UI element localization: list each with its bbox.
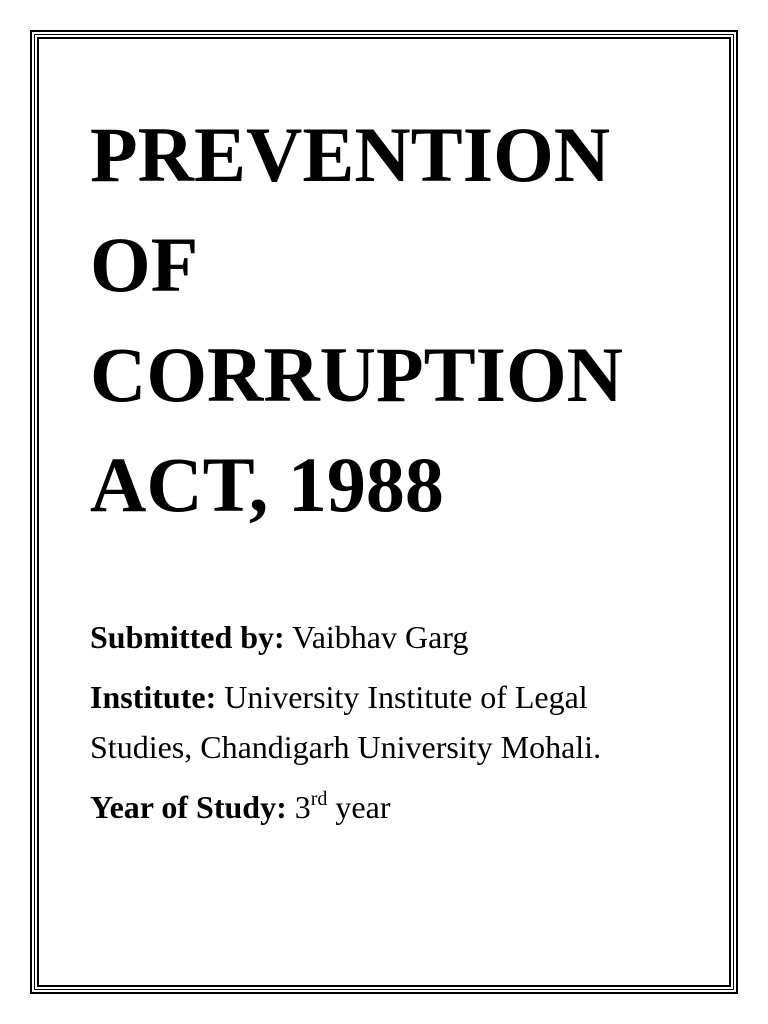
institute-line <box>90 672 690 772</box>
year-number: 3 <box>294 789 311 825</box>
title-line-1: PREVENTION <box>90 111 611 198</box>
submission-details <box>90 612 690 842</box>
year-of-study-label: Year of Study: <box>90 789 287 825</box>
document-title <box>90 100 623 540</box>
title-line-4: ACT, 1988 <box>90 441 444 528</box>
year-of-study-line <box>90 782 690 832</box>
submitted-by-label: Submitted by: <box>90 619 285 655</box>
submitted-by-line <box>90 612 690 662</box>
year-unit: year <box>335 789 391 825</box>
institute-label: Institute: <box>90 679 217 715</box>
title-line-2: OF <box>90 221 199 308</box>
submitted-by-value: Vaibhav Garg <box>292 619 469 655</box>
year-ordinal-suffix: rd <box>310 788 328 810</box>
institute-value: University Institute of Legal Studies, Chandigarh University Mohali. <box>90 679 602 765</box>
title-line-3: CORRUPTION <box>90 331 624 418</box>
